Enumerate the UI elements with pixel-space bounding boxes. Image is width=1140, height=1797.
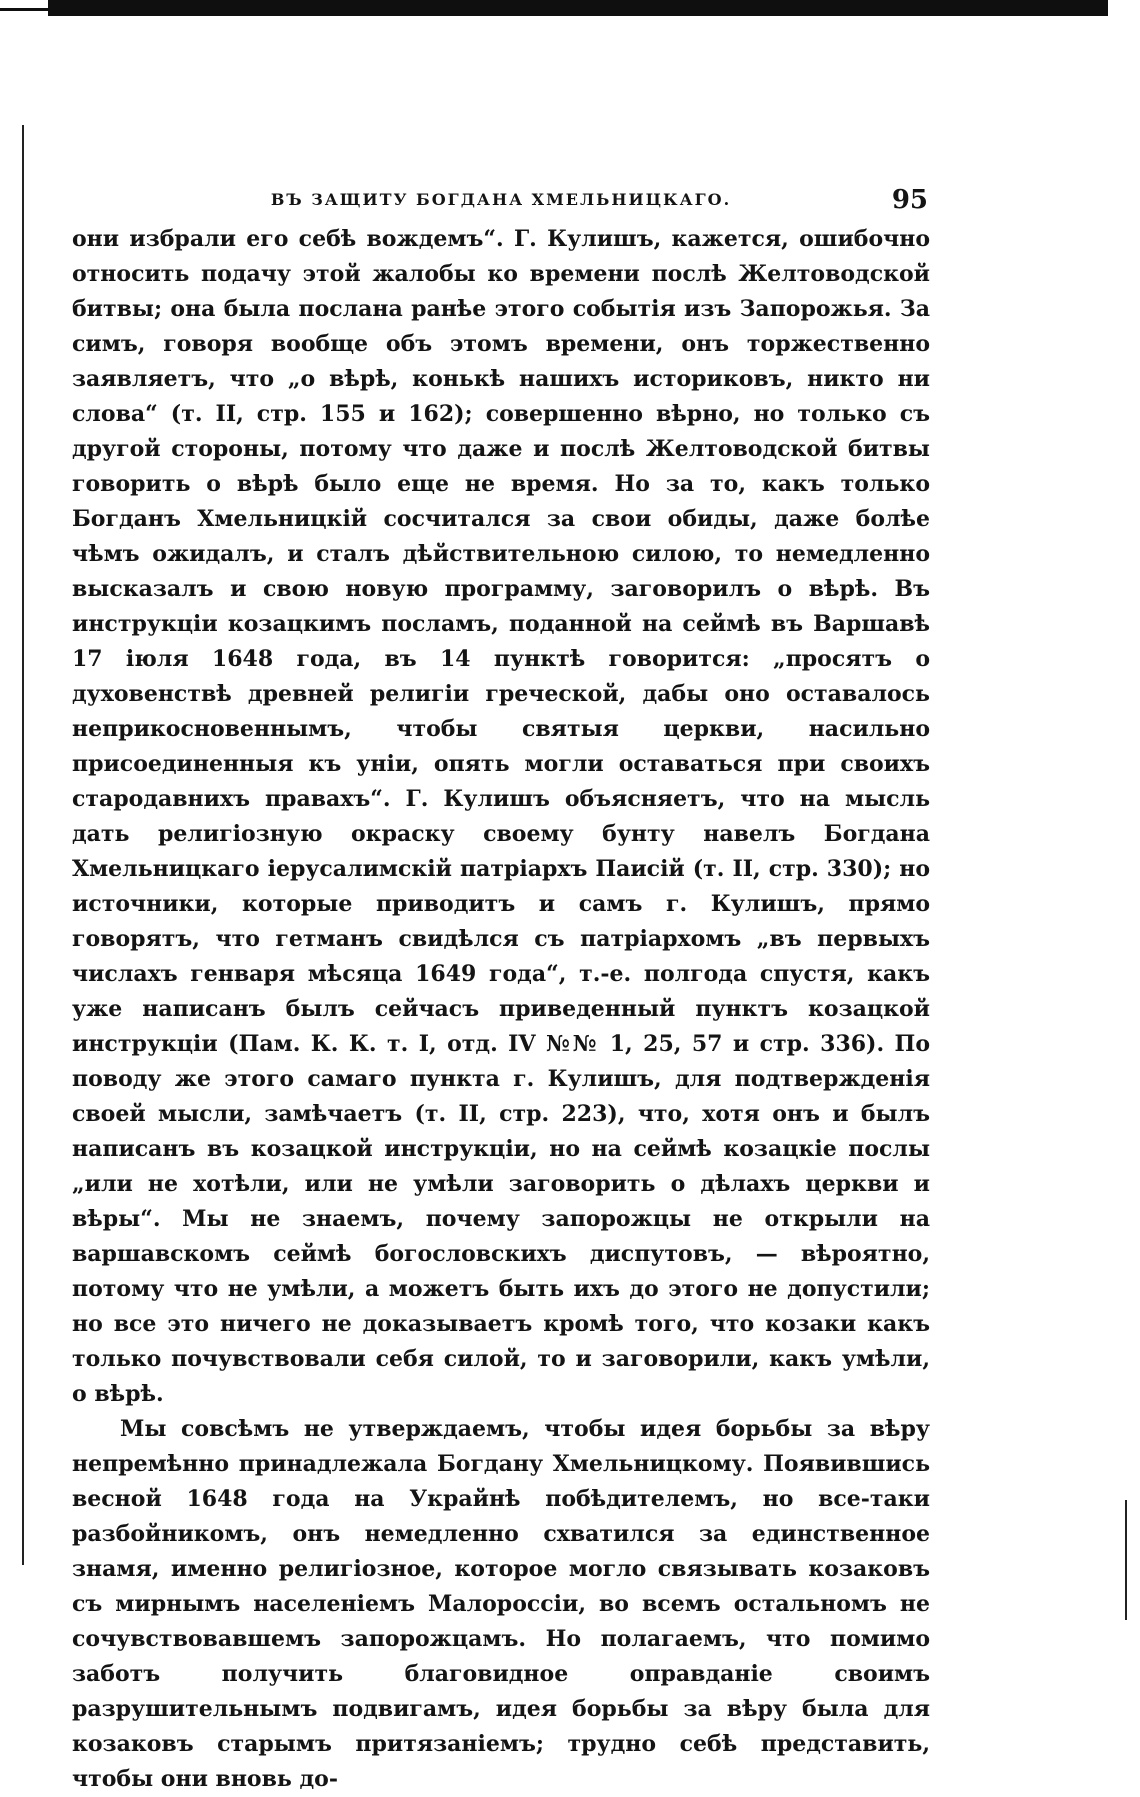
paragraph-1: они избрали его себѣ вождемъ“. Г. Кулишъ, кажется, ошибочно относить подачу этой жалобы ко времени послѣ Желтоводской битвы; она была послана ранѣе этого событія изъ Запорожья. За симъ, говоря вообще объ этомъ времени, онъ торжественно заявляетъ, что „о вѣрѣ, конькѣ нашихъ историковъ, никто ни слова“ (т. II, стр. 155 и 162); совершенно вѣрно, но только съ другой стороны, потому что даже и послѣ Желтоводской битвы говорить о вѣрѣ было еще не время. Но за то, какъ только Богданъ Хмельницкій сосчитался за свои обиды, даже болѣе чѣмъ ожидалъ, и сталъ дѣйствительною силою, то немедленно высказалъ и свою новую программу, заговорилъ о вѣрѣ. Въ инструкціи козацкимъ посламъ, поданной на сеймѣ въ Варшавѣ 17 іюля 1648 года, въ 14 пунктѣ говорится: „просятъ о духовенствѣ древней религіи греческой, дабы оно оставалось неприкосновеннымъ, чтобы святыя церкви, насильно присоединенныя къ уніи, опять могли оставаться при своихъ стародавнихъ правахъ“. Г. Кулишъ объясняетъ, что на мысль дать религіозную окраску своему бунту навелъ Богдана Хмельницкаго іерусалимскій патріархъ Паисій (т. II, стр. 330); но источники, которые приводитъ и самъ г. Кулишъ, прямо говорятъ, что гетманъ свидѣлся съ патріархомъ „въ первыхъ числахъ генваря мѣсяца 1649 года“, т.-е. полгода спустя, какъ уже написанъ былъ сейчасъ приведенный пунктъ козацкой инструкціи (Пам. К. К. т. I, отд. IV №№ 1, 25, 57 и стр. 336). По поводу же этого самаго пункта г. Кулишъ, для подтвержденія своей мысли, замѣчаетъ (т. II, стр. 223), что, хотя онъ и былъ написанъ въ козацкой инструкціи, но на сеймѣ козацкіе послы „или не хотѣли, или не умѣли заговорить о дѣлахъ церкви и вѣры“. Мы не знаемъ, почему запорожцы не открыли на варшавскомъ сеймѣ богословскихъ диспутовъ, — вѣроятно, потому что не умѣли, а можетъ быть ихъ до этого не допустили; но все это ничего не доказываетъ кромѣ того, что козаки какъ только почувствовали себя силой, то и заговорили, какъ умѣли, о вѣрѣ. [72, 226, 930, 1407]
running-title: ВЪ ЗАЩИТУ БОГДАНА ХМЕЛЬНИЦКАГО. [270, 190, 732, 209]
book-page [72, 180, 930, 1797]
paragraph-2: Мы совсѣмъ не утверждаемъ, чтобы идея борьбы за вѣру непремѣнно принадлежала Богдану Хмельницкому. Появившись весной 1648 года на Украйнѣ побѣдителемъ, но все-таки разбойникомъ, онъ немедленно схватился за единственное знамя, именно религіозное, которое могло связывать козаковъ съ мирнымъ населеніемъ Малороссіи, во всемъ остальномъ не сочувствовавшемъ запорожцамъ. Но полагаемъ, что помимо заботъ получить благовидное оправданіе своимъ разрушительнымъ подвигамъ, идея борьбы за вѣру была для козаковъ старымъ притязаніемъ; трудно себѣ представить, чтобы они вновь до- [72, 1416, 930, 1792]
page-number: 95 [891, 185, 928, 215]
page-header [72, 180, 930, 220]
scan-right-edge [1125, 1500, 1127, 1620]
scan-left-edge [22, 125, 24, 1565]
scan-top-edge-line [0, 8, 50, 11]
scan-top-edge [48, 0, 1108, 16]
body-text [72, 222, 930, 1797]
